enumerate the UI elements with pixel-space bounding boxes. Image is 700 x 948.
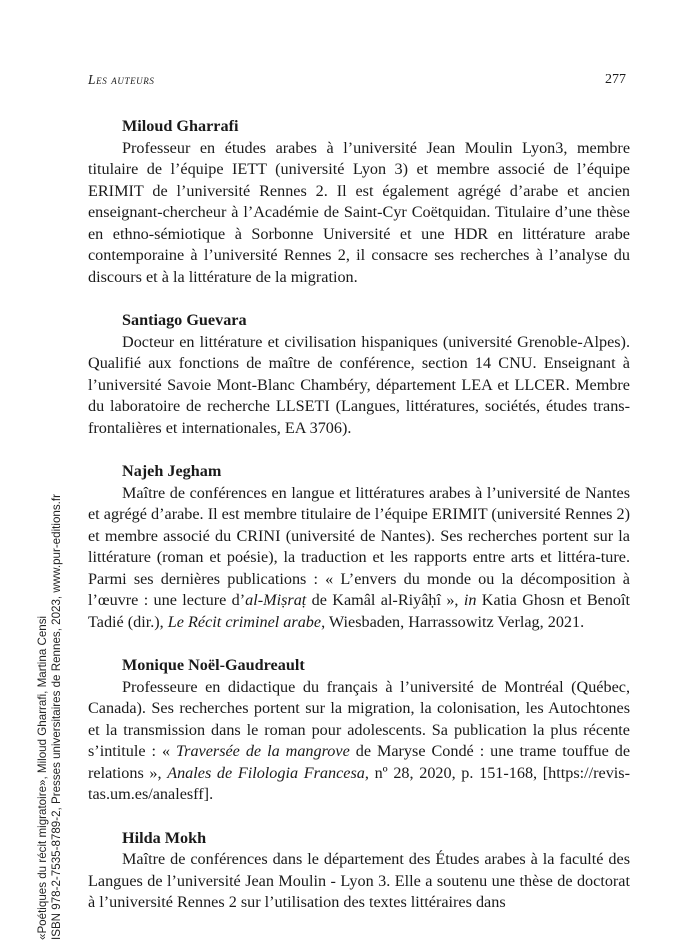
author-bio <box>88 483 630 634</box>
author-bio: Maître de conférences dans le département des Études arabes à la faculté des Langues de l’université Jean Moulin - Lyon 3. Elle a soutenu une thèse de doctorat à l’université Rennes 2 sur l’utilisation des textes littéraires dans <box>88 850 630 911</box>
side-note-line-title: ISBN 978-2-7535-8789-2, Presses universitaires de Rennes, 2023, www.pur-editions.fr <box>50 494 63 940</box>
author-bio: Docteur en littérature et civilisation hispaniques (université Grenoble-Alpes). Qualifié aux fonctions de maître de conférence, section 14 CNU. Enseignant à l’université Savoie Mont-Blanc Chambéry, département LEA et LLCER. Membre du laboratoire de recherche LLSETI (Langues, littératures, sociétés, études trans-frontalières et internationales, EA 3706). <box>88 332 630 437</box>
running-head <box>88 72 626 92</box>
bio-text: Maître de conférences en langue et littératures arabes à l’université de Nantes et agrégé d’arabe. Il est membre titulaire de l’équipe ERIMIT (université Rennes 2) et membre associé du CRINI (université de Nantes). Ses recherches portent sur la littérature (roman et poésie), la traduction et les rapports entre arts et littéra-ture. Parmi ses dernières publications : « L’envers du monde ou la décomposition à l’œuvre : une lecture d’ <box>88 483 630 609</box>
author-name: Najeh Jegham <box>122 462 222 480</box>
side-copyright-note <box>36 425 64 940</box>
author-entry <box>88 828 630 914</box>
bio-title: al-Miṣraṭ <box>245 591 307 609</box>
bio-in: in <box>463 591 477 609</box>
authors-list <box>88 116 630 936</box>
author-entry <box>88 116 630 288</box>
author-entry <box>88 461 630 633</box>
author-entry <box>88 310 630 439</box>
author-name: Hilda Mokh <box>122 828 207 847</box>
bio-title: Le Récit criminel arabe <box>167 612 322 631</box>
author-bio <box>88 677 630 806</box>
bio-text: de Maryse Condé : une trame touffue de relations », <box>88 742 630 782</box>
side-note-line-isbn: «Poétiques du récit migratoire», Miloud Gharrafi, Martina Censi <box>36 615 49 940</box>
bio-title: Traversée de la mangrove <box>176 742 350 760</box>
author-bio: Professeur en études arabes à l’université Jean Moulin Lyon3, membre titulaire de l’équipe IETT (université Lyon 3) et membre associé de l’équipe ERIMIT de l’université Rennes 2. Il est également agrégé d’arabe et ancien enseignant-chercheur à l’Académie de Saint-Cyr Coëtquidan. Titulaire d’une thèse en ethno-sémiotique à Sorbonne Université et une HDR en littérature arabe contemporaine à l’université Rennes 2, il consacre ses recherches à l’analyse du discours et à la littérature de la migration. <box>88 138 630 286</box>
running-title: Les auteurs <box>88 72 155 87</box>
bio-text: Professeure en didactique du français à l’université de Montréal (Québec, Canada). Ses recherches portent sur la migration, la colonisation, les Autochtones et la transmission dans le roman pour adolescents. Sa publication la plus récente s’intitule : « <box>88 677 630 760</box>
author-name: Santiago Guevara <box>122 311 247 329</box>
bio-text: , nº 28, 2020, p. 151-168, [https://revis-tas.um.es/analesff]. <box>88 763 630 803</box>
bio-text: Katia Ghosn et Benoît Tadié (dir.), <box>88 591 631 631</box>
author-name: Miloud Gharrafi <box>122 117 239 135</box>
author-entry <box>88 655 630 806</box>
author-name: Monique Noël-Gaudreault <box>122 656 305 674</box>
bio-title: Anales de Filologia Francesa <box>167 763 365 782</box>
page-number: 277 <box>605 72 626 87</box>
bio-text: , Wiesbaden, Harrassowitz Verlag, 2021. <box>321 612 585 631</box>
bio-text: de Kamâl al-Riyâḥî », <box>306 591 464 609</box>
